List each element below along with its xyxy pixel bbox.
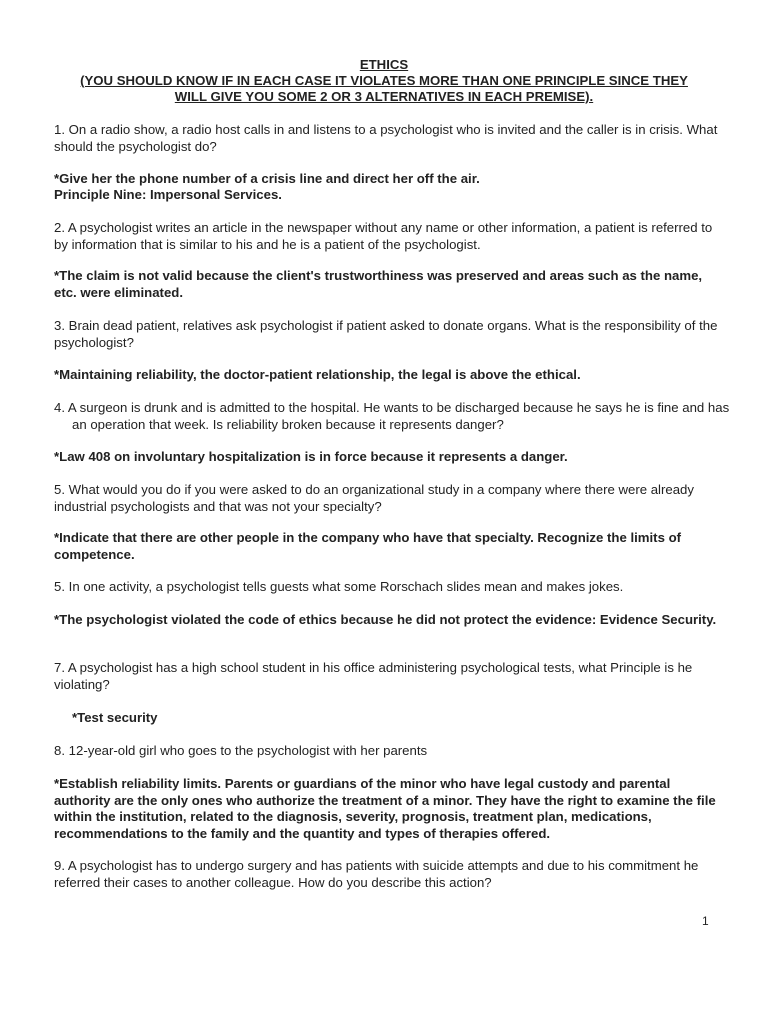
document-subtitle-line-1: (YOU SHOULD KNOW IF IN EACH CASE IT VIOLATES MORE THAN ONE PRINCIPLE SINCE THEY [80, 73, 688, 88]
question-7: 7. A psychologist has a high school student in his office administering psychological tests, what Principle is he violating? [54, 660, 693, 692]
answer-6: *The psychologist violated the code of ethics because he did not protect the evidence: Evidence Security. [54, 612, 717, 627]
question-5: 5. What would you do if you were asked to do an organizational study in a company where there were already industrial psychologists and that was not your specialty? [54, 482, 694, 514]
answer-1: *Give her the phone number of a crisis line and direct her off the air. [54, 171, 480, 186]
document-subtitle-line-2: WILL GIVE YOU SOME 2 OR 3 ALTERNATIVES IN EACH PREMISE). [174, 89, 594, 104]
answer-2: *The claim is not valid because the client's trustworthiness was preserved and areas such as the name, etc. were eliminated. [54, 268, 703, 300]
answer-7: *Test security [72, 710, 158, 725]
page-number: 1 [702, 914, 709, 928]
answer-4: *Law 408 on involuntary hospitalization is in force because it represents a danger. [54, 449, 568, 464]
question-9: 9. A psychologist has to undergo surgery and has patients with suicide attempts and due to his commitment he referred their cases to another colleague. How do you describe this action? [54, 858, 699, 890]
question-6: 5. In one activity, a psychologist tells guests what some Rorschach slides mean and makes jokes. [54, 579, 624, 594]
question-4: 4. A surgeon is drunk and is admitted to the hospital. He wants to be discharged because he says he is fine and has an operation that week. Is reliability broken because it represents danger? [54, 400, 730, 432]
question-2: 2. A psychologist writes an article in the newspaper without any name or other information, a patient is referred to by information that is similar to his and he is a patient of the psychologist. [54, 220, 713, 252]
answer-1-principle: Principle Nine: Impersonal Services. [54, 187, 282, 202]
answer-8: *Establish reliability limits. Parents or guardians of the minor who have legal custody and parental authority are the only ones who authorize the treatment of a minor. They have the right to examine the file within the institution, related to the diagnosis, severity, prognosis, treatment plan, medications, recommendations to the family and the quantity and types of therapies offered. [54, 776, 716, 841]
question-1: 1. On a radio show, a radio host calls in and listens to a psychologist who is invited and the caller is in crisis. What should the psychologist do? [54, 122, 718, 154]
answer-3: *Maintaining reliability, the doctor-patient relationship, the legal is above the ethical. [54, 367, 581, 382]
question-8: 8. 12-year-old girl who goes to the psychologist with her parents [54, 743, 428, 758]
document-title: ETHICS [359, 57, 409, 72]
question-3: 3. Brain dead patient, relatives ask psychologist if patient asked to donate organs. What is the responsibility of the psychologist? [54, 318, 718, 350]
answer-5: *Indicate that there are other people in the company who have that specialty. Recognize the limits of competence. [54, 530, 682, 562]
